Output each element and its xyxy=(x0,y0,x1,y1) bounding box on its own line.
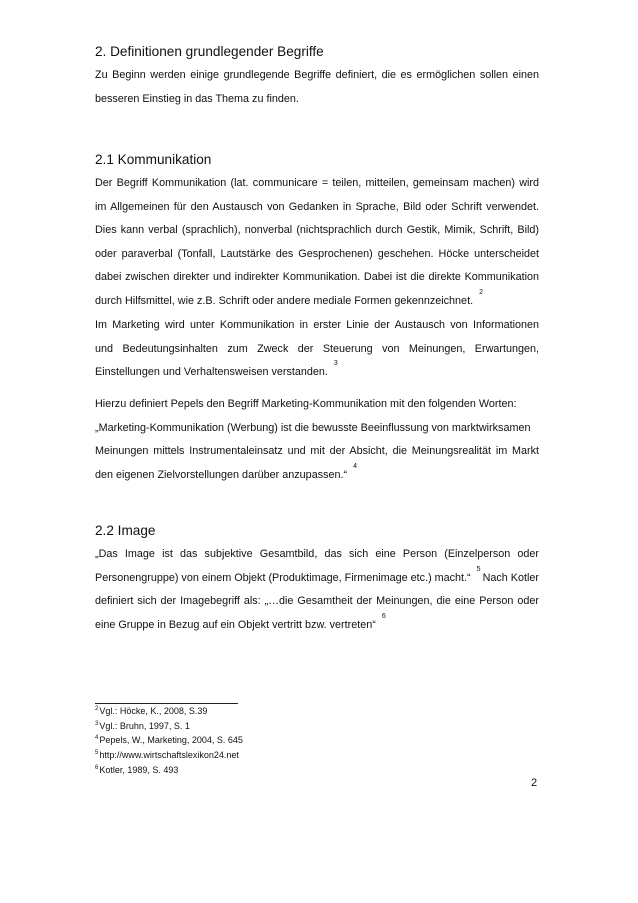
text-line: „Marketing-Kommunikation (Werbung) ist die bewusste Beeinflussung von marktwirksamen xyxy=(95,421,531,434)
text-line xyxy=(95,290,539,314)
footnote-number: 2 xyxy=(95,706,99,712)
footnote xyxy=(95,764,243,779)
footnote-text: Kotler, 1989, S. 493 xyxy=(99,764,179,775)
footnote-text: http://www.wirtschaftslexikon24.net xyxy=(99,750,239,761)
text-segment: Einstellungen und Verhaltensweisen verstanden. xyxy=(95,366,328,379)
text-line: definiert sich der Imagebegriff als: „…die Gesamtheit der Meinungen, die eine Person oder xyxy=(95,595,539,608)
text-line: Meinungen mittels Instrumentaleinsatz und mit der Absicht, die Meinungsrealität im Markt xyxy=(95,445,539,458)
footnote-ref: 5 xyxy=(476,565,481,573)
footnote-ref: 6 xyxy=(381,612,386,620)
text-line: im Allgemeinen für den Austausch von Gedanken in Sprache, Bild oder Schrift verwendet. xyxy=(95,200,539,213)
text-line: Zu Beginn werden einige grundlegende Begriffe definiert, die es ermöglichen sollen einen xyxy=(95,69,539,81)
footnote-ref: 2 xyxy=(479,288,483,296)
text-line: „Das Image ist das subjektive Gesamtbild, das sich eine Person (Einzelperson oder xyxy=(95,548,539,560)
kommunikation-paragraph-2 xyxy=(95,314,539,385)
footnote-number: 5 xyxy=(95,750,99,757)
text-line: und Bedeutungsinhalten zum Zweck der Steuerung von Meinungen, Erwartungen, xyxy=(95,342,539,355)
footnote-number: 6 xyxy=(95,764,99,771)
text-line xyxy=(95,464,539,488)
footnote-divider xyxy=(95,703,238,704)
text-line xyxy=(95,567,539,591)
text-line: Im Marketing wird unter Kommunikation in erster Linie der Austausch von Informationen xyxy=(95,319,539,331)
text-line: Hierzu definiert Pepels den Begriff Marketing-Kommunikation mit den folgenden Worten: xyxy=(95,398,517,410)
footnote xyxy=(95,734,243,749)
text-line: oder paraverbal (Tonfall, Lautstärke des Gesprochenen) geschehen. Höcke unterscheidet xyxy=(95,247,539,260)
text-segment: den eigenen Zielvorstellungen darüber anzupassen.“ xyxy=(95,468,348,481)
heading-image: 2.2 Image xyxy=(95,523,156,538)
text-line xyxy=(95,361,539,385)
footnote-ref: 4 xyxy=(353,462,358,470)
footnote-text: Vgl.: Höcke, K., 2008, S.39 xyxy=(99,706,208,716)
text-line: Dies kann verbal (sprachlich), nonverbal (nichtsprachlich durch Gestik, Mimik, Schrift, Bild) xyxy=(95,224,539,237)
heading-kommunikation: 2.1 Kommunikation xyxy=(95,152,212,167)
footnote xyxy=(95,705,243,720)
text-line xyxy=(95,614,539,638)
text-line: besseren Einstieg in das Thema zu finden. xyxy=(95,92,299,105)
text-segment: Nach Kotler xyxy=(482,571,539,584)
text-segment: durch Hilfsmittel, wie z.B. Schrift oder andere mediale Formen gekennzeichnet. xyxy=(95,294,474,307)
footnote-text: Pepels, W., Marketing, 2004, S. 645 xyxy=(99,735,243,746)
footnote xyxy=(95,720,243,735)
page-number: 2 xyxy=(531,777,538,789)
image-paragraph xyxy=(95,543,539,637)
footnote-number: 4 xyxy=(95,735,99,742)
footnote-number: 3 xyxy=(95,720,99,727)
footnote xyxy=(95,749,243,764)
footnote-text: Vgl.: Bruhn, 1997, S. 1 xyxy=(99,720,190,731)
heading-definitions: 2. Definitionen grundlegender Begriffe xyxy=(95,44,324,59)
text-segment: Personengruppe) von einem Objekt (Produktimage, Firmenimage etc.) macht.“ xyxy=(95,571,471,584)
kommunikation-paragraph-3 xyxy=(95,393,539,487)
intro-paragraph xyxy=(95,64,539,111)
footnote-ref: 3 xyxy=(333,360,338,368)
text-line: Der Begriff Kommunikation (lat. communicare = teilen, mitteilen, gemeinsam machen) wird xyxy=(95,177,539,189)
text-segment: eine Gruppe in Bezug auf ein Objekt vertritt bzw. vertreten“ xyxy=(95,618,376,631)
kommunikation-paragraph-1 xyxy=(95,172,539,314)
text-line: dabei zwischen direkter und indirekter Kommunikation. Dabei ist die direkte Kommunikation xyxy=(95,271,539,284)
footnotes xyxy=(95,705,243,779)
